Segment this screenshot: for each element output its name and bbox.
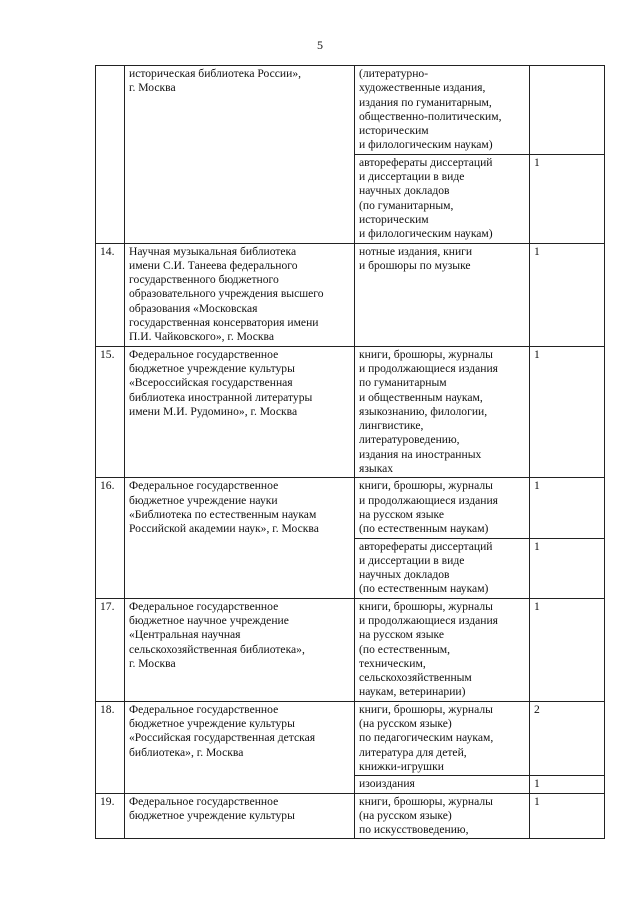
page-number: 5 [317, 38, 323, 52]
publication-type-cell: авторефераты диссертаций и диссертации в виде научных докладов (по гуманитарным, историческим и филологическим наукам) [355, 154, 530, 243]
publication-type-cell: книги, брошюры, журналы и продолжающиеся издания на русском языке (по естественным, техническим, сельскохозяйственным наукам, ветеринарии) [355, 598, 530, 701]
copies-count-cell: 1 [530, 346, 605, 478]
row-number-cell: 16. [96, 478, 125, 598]
copies-count-cell: 1 [530, 776, 605, 793]
copies-count-cell: 1 [530, 243, 605, 346]
table-row [96, 66, 605, 155]
copies-count-cell: 1 [530, 538, 605, 598]
copies-count-cell: 1 [530, 598, 605, 701]
row-number-cell: 15. [96, 346, 125, 478]
copies-count-cell: 1 [530, 478, 605, 538]
document-table [95, 65, 605, 839]
table-row [96, 701, 605, 775]
table-row [96, 243, 605, 346]
library-name-cell: историческая библиотека России», г. Москва [125, 66, 355, 244]
row-number-cell: 19. [96, 793, 125, 839]
publication-type-cell: книги, брошюры, журналы (на русском языке) по искусствоведению, [355, 793, 530, 839]
copies-count-cell: 2 [530, 701, 605, 775]
table-row [96, 598, 605, 701]
library-name-cell: Федеральное государственное бюджетное учреждение культуры [125, 793, 355, 839]
table-row [96, 478, 605, 538]
library-name-cell: Федеральное государственное бюджетное учреждение науки «Библиотека по естественным наукам Российской академии наук», г. Москва [125, 478, 355, 598]
publication-type-cell: книги, брошюры, журналы и продолжающиеся издания на русском языке (по естественным наукам) [355, 478, 530, 538]
row-number-cell: 14. [96, 243, 125, 346]
publication-type-cell: (литературно- художественные издания, издания по гуманитарным, общественно-политическим, историческим и филологическим наукам) [355, 66, 530, 155]
library-name-cell: Федеральное государственное бюджетное учреждение культуры «Всероссийская государственная библиотека иностранной литературы имени М.И. Рудомино», г. Москва [125, 346, 355, 478]
library-name-cell: Федеральное государственное бюджетное учреждение культуры «Российская государственная детская библиотека», г. Москва [125, 701, 355, 793]
copies-count-cell [530, 66, 605, 155]
publication-type-cell: книги, брошюры, журналы и продолжающиеся издания по гуманитарным и общественным наукам, языкознанию, филологии, лингвистике, литературоведению, издания на иностранных языках [355, 346, 530, 478]
row-number-cell: 17. [96, 598, 125, 701]
table-row [96, 346, 605, 478]
publication-type-cell: книги, брошюры, журналы (на русском языке) по педагогическим наукам, литература для детей, книжки-игрушки [355, 701, 530, 775]
library-name-cell: Научная музыкальная библиотека имени С.И. Танеева федерального государственного бюджетного образовательного учреждения высшего образования «Московская государственная консерватория имени П.И. Чайковского», г. Москва [125, 243, 355, 346]
row-number-cell [96, 66, 125, 244]
copies-count-cell: 1 [530, 154, 605, 243]
row-number-cell: 18. [96, 701, 125, 793]
publication-type-cell: авторефераты диссертаций и диссертации в виде научных докладов (по естественным наукам) [355, 538, 530, 598]
library-name-cell: Федеральное государственное бюджетное научное учреждение «Центральная научная сельскохозяйственная библиотека», г. Москва [125, 598, 355, 701]
table-row [96, 793, 605, 839]
document-table-body [96, 66, 605, 839]
publication-type-cell: нотные издания, книги и брошюры по музыке [355, 243, 530, 346]
publication-type-cell: изоиздания [355, 776, 530, 793]
copies-count-cell: 1 [530, 793, 605, 839]
